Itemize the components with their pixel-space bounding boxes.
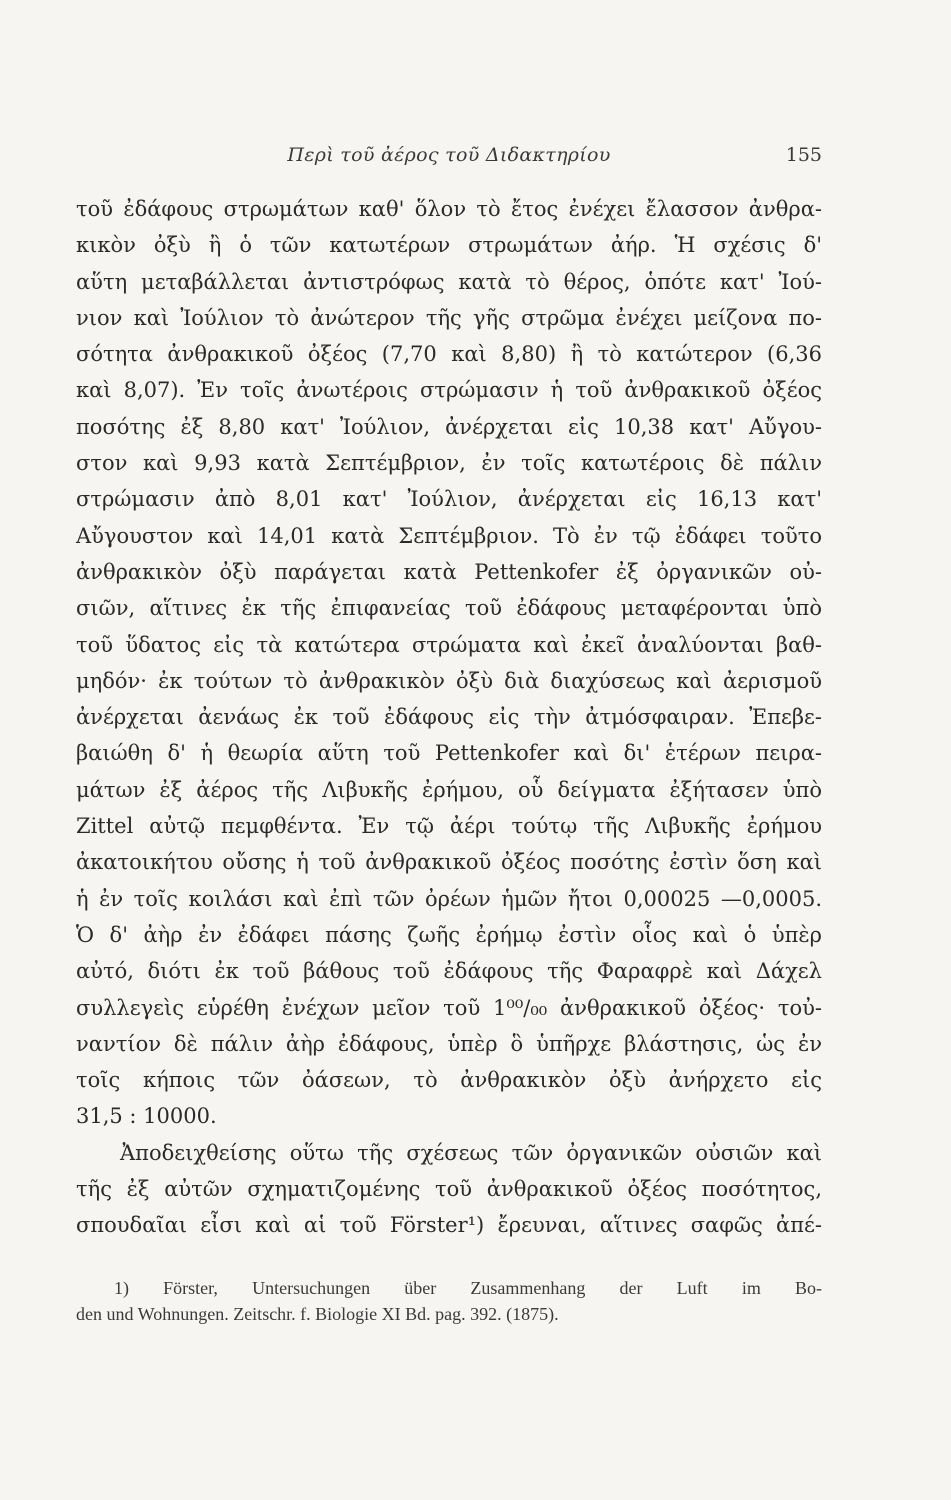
text-line: μάτων ἐξ ἀέρος τῆς Λιβυκῆς ἐρήμου, οὗ δείγματα ἐξήτασεν ὑπὸ [76, 777, 822, 802]
text-line: ἀνέρχεται ἀενάως ἐκ τοῦ ἐδάφους εἰς τὴν ἀτμόσφαιραν. Ἐπεβε- [76, 705, 822, 730]
text-line: στον καὶ 9,93 κατὰ Σεπτέμβριον, ἐν τοῖς κατωτέροις δὲ πάλιν [76, 451, 822, 476]
text-line: τῆς ἐξ αὐτῶν σχηματιζομένης τοῦ ἀνθρακικοῦ ὀξέος ποσότητος, [76, 1177, 822, 1202]
text-line: αὐτό, διότι ἐκ τοῦ βάθους τοῦ ἐδάφους τῆς Φαραφρὲ καὶ Δάχελ [76, 959, 822, 984]
text-line: καὶ 8,07). Ἐν τοῖς ἀνωτέροις στρώμασιν ἡ τοῦ ἀνθρακικοῦ ὀξέος [76, 378, 822, 403]
text-line: Ὁ δ' ἀὴρ ἐν ἐδάφει πάσης ζωῆς ἐρήμῳ ἐστὶν οἷος καὶ ὁ ὑπὲρ [76, 922, 822, 947]
footnote-line: den und Wohnungen. Zeitschr. f. Biologie XI Bd. pag. 392. (1875). [76, 1304, 559, 1324]
text-line: Ἀποδειχθείσης οὕτω τῆς σχέσεως τῶν ὀργανικῶν οὐσιῶν καὶ [120, 1140, 822, 1165]
text-line: τοῦ ὕδατος εἰς τὰ κατώτερα στρώματα καὶ ἐκεῖ ἀναλύονται βαθ- [76, 632, 822, 657]
text-line: ἀνθρακικὸν ὀξὺ παράγεται κατὰ Pettenkofer ἐξ ὀργανικῶν οὐ- [76, 559, 822, 584]
text-line: 31,5 : 10000. [76, 1104, 217, 1129]
page-number: 155 [785, 144, 822, 166]
running-title: Περὶ τοῦ ἀέρος τοῦ Διδακτηρίου [287, 144, 611, 166]
text-line: κικὸν ὀξὺ ἢ ὁ τῶν κατωτέρων στρωμάτων ἀήρ. Ἡ σχέσις δ' [76, 233, 822, 258]
text-line: μηδόν· ἐκ τούτων τὸ ἀνθρακικὸν ὀξὺ διὰ διαχύσεως καὶ ἀερισμοῦ [76, 668, 822, 693]
text-line: αὕτη μεταβάλλεται ἀντιστρόφως κατὰ τὸ θέρος, ὁπότε κατ' Ἰού- [76, 269, 822, 294]
running-head [76, 140, 822, 170]
text-line: βαιώθη δ' ἡ θεωρία αὕτη τοῦ Pettenkofer καὶ δι' ἑτέρων πειρα- [76, 741, 822, 766]
text-line: σπουδαῖαι εἶσι καὶ αἱ τοῦ Förster¹) ἔρευναι, αἵτινες σαφῶς ἀπέ- [76, 1213, 822, 1238]
text-line: ἀκατοικήτου οὔσης ἡ τοῦ ἀνθρακικοῦ ὀξέος ποσότης ἐστὶν ὅση καὶ [76, 850, 822, 875]
text-line: ποσότης ἐξ 8,80 κατ' Ἰούλιον, ἀνέρχεται εἰς 10,38 κατ' Αὔγου- [76, 414, 822, 439]
footnote [76, 1275, 822, 1327]
text-line: συλλεγεὶς εὑρέθη ἐνέχων μεῖον τοῦ 1⁰⁰/₀₀ ἀνθρακικοῦ ὀξέος· τοὐ- [76, 995, 822, 1020]
text-line: Αὔγουστον καὶ 14,01 κατὰ Σεπτέμβριον. Τὸ ἐν τῷ ἐδάφει τοῦτο [76, 523, 822, 548]
text-line: τοῦ ἐδάφους στρωμάτων καθ' ὅλον τὸ ἔτος ἐνέχει ἔλασσον ἀνθρα- [76, 197, 822, 221]
text-line: σότητα ἀνθρακικοῦ ὀξέος (7,70 καὶ 8,80) ἢ τὸ κατώτερον (6,36 [76, 342, 822, 367]
text-line: ναντίον δὲ πάλιν ἀὴρ ἐδάφους, ὑπὲρ ὃ ὑπῆρχε βλάστησις, ὡς ἐν [76, 1031, 822, 1056]
body-text [76, 191, 822, 1244]
footnote-line: 1) Förster, Untersuchungen über Zusammenhang der Luft im Bo- [114, 1278, 822, 1298]
text-line: Zittel αὐτῷ πεμφθέντα. Ἐν τῷ ἀέρι τούτῳ τῆς Λιβυκῆς ἐρήμου [76, 814, 822, 839]
text-line: τοῖς κήποις τῶν ὀάσεων, τὸ ἀνθρακικὸν ὀξὺ ἀνήρχετο εἰς [76, 1068, 822, 1093]
text-line: σιῶν, αἵτινες ἐκ τῆς ἐπιφανείας τοῦ ἐδάφους μεταφέρονται ὑπὸ [76, 596, 822, 621]
text-line: ἡ ἐν τοῖς κοιλάσι καὶ ἐπὶ τῶν ὀρέων ἡμῶν ἤτοι 0,00025 —0,0005. [76, 886, 822, 911]
text-line: στρώμασιν ἀπὸ 8,01 κατ' Ἰούλιον, ἀνέρχεται εἰς 16,13 κατ' [76, 487, 822, 512]
text-line: νιον καὶ Ἰούλιον τὸ ἀνώτερον τῆς γῆς στρῶμα ἐνέχει μείζονα πο- [76, 305, 822, 330]
